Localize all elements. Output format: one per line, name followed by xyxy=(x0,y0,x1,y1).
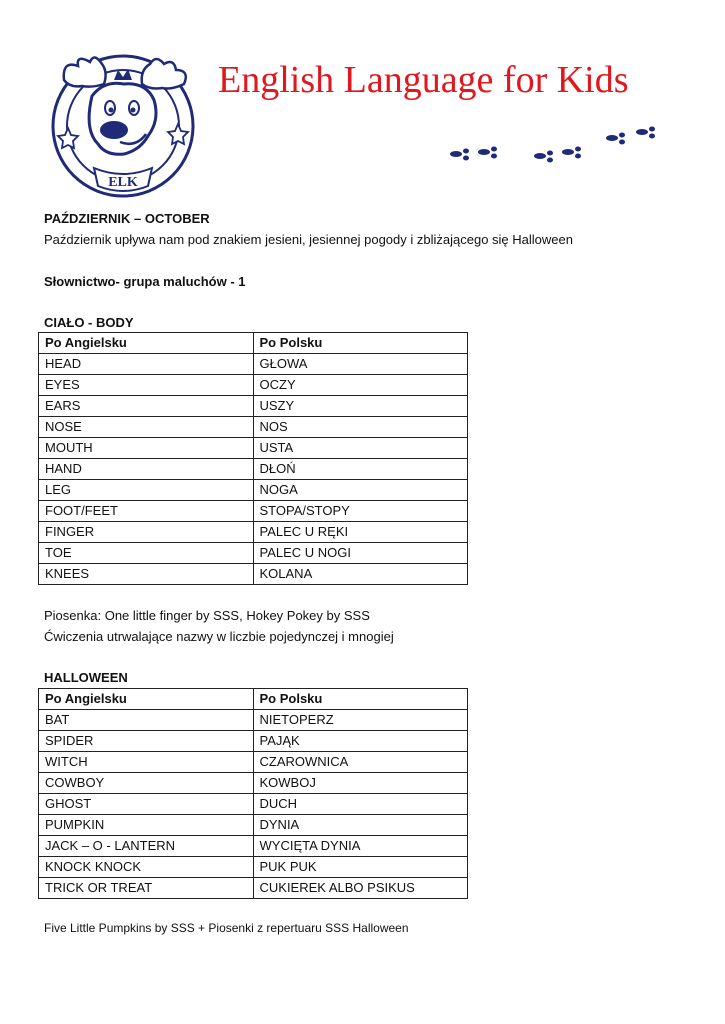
polish-word: WYCIĘTA DYNIA xyxy=(253,836,468,857)
table-row xyxy=(39,354,468,375)
polish-word: USTA xyxy=(253,438,468,459)
english-word: LEG xyxy=(39,480,254,501)
polish-word: NIETOPERZ xyxy=(253,710,468,731)
english-word: FINGER xyxy=(39,522,254,543)
table-row xyxy=(39,396,468,417)
table-row xyxy=(39,417,468,438)
table-row xyxy=(39,857,468,878)
table-row xyxy=(39,459,468,480)
english-word: GHOST xyxy=(39,794,254,815)
english-word: TOE xyxy=(39,543,254,564)
column-header: Po Polsku xyxy=(253,333,468,354)
english-word: FOOT/FEET xyxy=(39,501,254,522)
polish-word: PALEC U RĘKI xyxy=(253,522,468,543)
english-word: JACK – O - LANTERN xyxy=(39,836,254,857)
polish-word: CUKIEREK ALBO PSIKUS xyxy=(253,878,468,899)
polish-word: NOS xyxy=(253,417,468,438)
polish-word: GŁOWA xyxy=(253,354,468,375)
body-note-song: Piosenka: One little finger by SSS, Hokey Pokey by SSS xyxy=(44,608,370,623)
polish-word: STOPA/STOPY xyxy=(253,501,468,522)
month-heading: PAŹDZIERNIK – OCTOBER xyxy=(44,211,210,226)
polish-word: DŁOŃ xyxy=(253,459,468,480)
english-word: NOSE xyxy=(39,417,254,438)
table-row xyxy=(39,794,468,815)
vocab-heading: Słownictwo- grupa maluchów - 1 xyxy=(44,274,246,289)
body-vocab-table xyxy=(38,332,468,585)
table-row xyxy=(39,480,468,501)
halloween-note: Five Little Pumpkins by SSS + Piosenki z repertuaru SSS Halloween xyxy=(44,921,409,935)
polish-word: CZAROWNICA xyxy=(253,752,468,773)
column-header: Po Angielsku xyxy=(39,689,254,710)
english-word: TRICK OR TREAT xyxy=(39,878,254,899)
month-intro: Październik upływa nam pod znakiem jesieni, jesiennej pogody i zbliżającego się Halloween xyxy=(44,232,573,247)
english-word: HEAD xyxy=(39,354,254,375)
english-word: KNOCK KNOCK xyxy=(39,857,254,878)
table-header-row xyxy=(39,689,468,710)
table-row xyxy=(39,752,468,773)
english-word: EYES xyxy=(39,375,254,396)
body-note-exercise: Ćwiczenia utrwalające nazwy w liczbie pojedynczej i mnogiej xyxy=(44,629,394,644)
table-row xyxy=(39,836,468,857)
table-row xyxy=(39,710,468,731)
column-header: Po Polsku xyxy=(253,689,468,710)
english-word: SPIDER xyxy=(39,731,254,752)
table-row xyxy=(39,773,468,794)
english-word: MOUTH xyxy=(39,438,254,459)
english-word: PUMPKIN xyxy=(39,815,254,836)
polish-word: KOWBOJ xyxy=(253,773,468,794)
table-row xyxy=(39,522,468,543)
table-row xyxy=(39,543,468,564)
english-word: EARS xyxy=(39,396,254,417)
table-row xyxy=(39,564,468,585)
table-row xyxy=(39,731,468,752)
body-section-title: CIAŁO - BODY xyxy=(44,315,134,330)
table-row xyxy=(39,878,468,899)
english-word: COWBOY xyxy=(39,773,254,794)
polish-word: USZY xyxy=(253,396,468,417)
table-row xyxy=(39,438,468,459)
elk-logo-icon xyxy=(44,50,202,200)
polish-word: PAJĄK xyxy=(253,731,468,752)
table-row xyxy=(39,375,468,396)
column-header: Po Angielsku xyxy=(39,333,254,354)
polish-word: DUCH xyxy=(253,794,468,815)
polish-word: DYNIA xyxy=(253,815,468,836)
english-word: HAND xyxy=(39,459,254,480)
english-word: BAT xyxy=(39,710,254,731)
table-header-row xyxy=(39,333,468,354)
table-row xyxy=(39,501,468,522)
polish-word: PUK PUK xyxy=(253,857,468,878)
polish-word: KOLANA xyxy=(253,564,468,585)
halloween-vocab-table xyxy=(38,688,468,899)
english-word: WITCH xyxy=(39,752,254,773)
table-row xyxy=(39,815,468,836)
english-word: KNEES xyxy=(39,564,254,585)
polish-word: NOGA xyxy=(253,480,468,501)
polish-word: OCZY xyxy=(253,375,468,396)
footprints-icon xyxy=(446,122,664,168)
page-title: English Language for Kids xyxy=(218,59,629,101)
polish-word: PALEC U NOGI xyxy=(253,543,468,564)
halloween-section-title: HALLOWEEN xyxy=(44,670,128,685)
logo-text: ELK xyxy=(108,175,138,190)
